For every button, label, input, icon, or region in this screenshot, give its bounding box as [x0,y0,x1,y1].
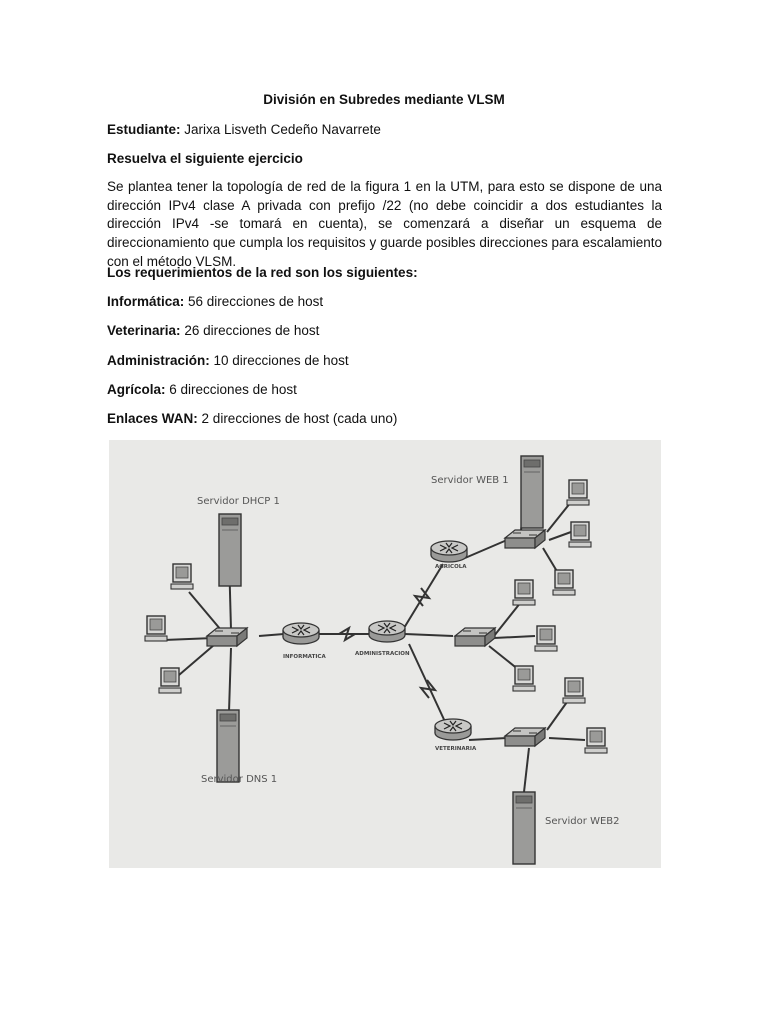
router-informatica-icon [283,623,319,644]
router-administracion-label: ADMINISTRACION [355,651,410,657]
problem-paragraph: Se plantea tener la topología de red de la figura 1 en la UTM, para esto se dispone de una dirección IPv4 clase A privada con prefijo /22 (no debe coincidir a dos estudiantes la dirección IPv4 -se tomará en cuenta), se comenzará a diseñar un esquema de direccionamiento que cumpla los requisitos y guarde posibles direcciones para escalamiento con el método VLSM. [107,179,662,269]
network-topology-figure [109,440,661,868]
pc-icon [553,570,575,595]
server-dhcp-label: Servidor DHCP 1 [197,496,280,507]
document-title: División en Subredes mediante VLSM [263,92,505,107]
server-dhcp-icon [219,514,241,586]
switch-agricola-icon [505,530,545,548]
student-line [107,122,662,137]
server-web2-label: Servidor WEB2 [545,816,620,827]
pc-icon [159,668,181,693]
wan-links [339,588,435,698]
pc-icon [145,616,167,641]
switch-veterinaria-icon [505,728,545,746]
pc-icon [569,522,591,547]
requirement-item: Enlaces WAN: 2 direcciones de host (cada uno) [107,411,398,426]
server-dns-label: Servidor DNS 1 [201,774,278,785]
student-label: Estudiante: [107,122,181,137]
requirement-item: Veterinaria: 26 direcciones de host [107,323,320,338]
student-name: Jarixa Lisveth Cedeño Navarrete [184,122,381,137]
pc-icon [513,666,535,691]
server-web1-icon [521,456,543,528]
pc-icon [171,564,193,589]
router-administracion-icon [369,621,405,642]
router-informatica-label: INFORMATICA [283,654,326,660]
server-dns-icon [217,710,239,782]
pc-icon [535,626,557,651]
router-veterinaria-icon [435,719,471,740]
requirement-item: Agrícola: 6 direcciones de host [107,382,297,397]
switch-informatica-icon [207,628,247,646]
requirement-item: Informática: 56 direcciones de host [107,294,324,309]
router-agricola-icon [431,541,467,562]
pc-icon [585,728,607,753]
switch-administracion-icon [455,628,495,646]
router-agricola-label: AGRICOLA [435,564,467,570]
server-web1-label: Servidor WEB 1 [431,475,509,486]
server-web2-icon [513,792,535,864]
requirements-heading: Los requerimientos de la red son los siguientes: [107,265,418,280]
exercise-heading: Resuelva el siguiente ejercicio [107,151,303,166]
pc-icon [567,480,589,505]
requirement-item: Administración: 10 direcciones de host [107,353,349,368]
topology-diagram [109,440,661,868]
pc-icon [513,580,535,605]
router-veterinaria-label: VETERINARIA [435,746,477,752]
pc-icon [563,678,585,703]
